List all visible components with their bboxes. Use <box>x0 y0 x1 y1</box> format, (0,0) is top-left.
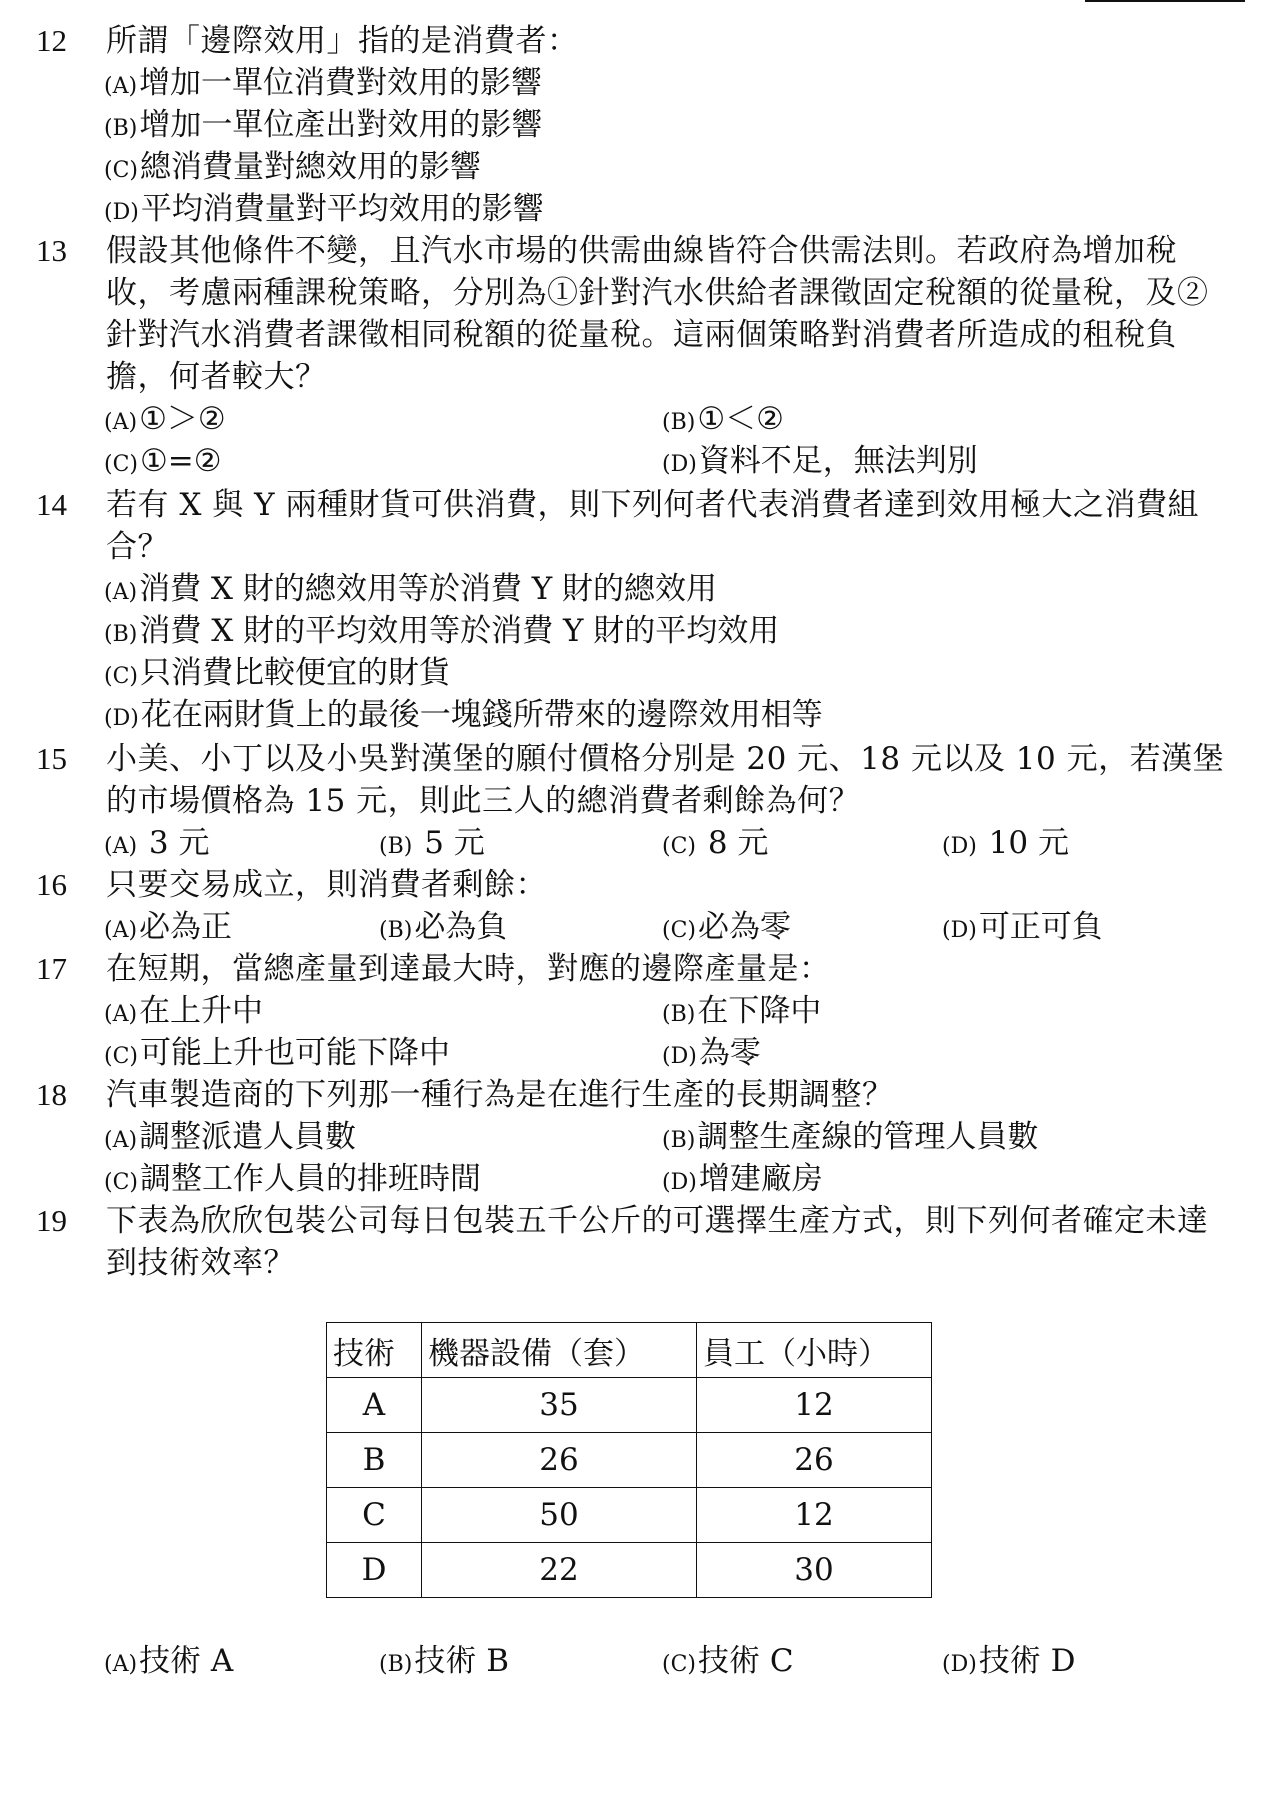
table-cell: B <box>327 1433 422 1488</box>
option-b <box>379 1640 509 1686</box>
table-header-cell: 員工（小時） <box>697 1323 932 1378</box>
option-c <box>104 1032 450 1078</box>
option-text: 5 元 <box>414 825 485 861</box>
option-text: 在下降中 <box>697 993 822 1029</box>
table-row <box>327 1543 932 1598</box>
table-cell: 12 <box>697 1378 932 1433</box>
option-c <box>104 652 450 698</box>
option-text: 3 元 <box>139 825 210 861</box>
table-cell: C <box>327 1488 422 1543</box>
question-number: 16 <box>36 867 67 902</box>
option-d <box>662 1158 823 1204</box>
table-cell: 50 <box>422 1488 697 1543</box>
option-text: 技術 B <box>414 1643 509 1679</box>
option-text: 只消費比較便宜的財貨 <box>140 655 450 691</box>
option-label: (D) <box>942 834 977 859</box>
option-label: (C) <box>662 834 696 859</box>
option-label: (D) <box>104 706 139 731</box>
question-text: 假設其他條件不變，且汽水市場的供需曲線皆符合供需法則。若政府為增加稅收，考慮兩種課稅策略，分別為①針對汽水供給者課徵固定稅額的從量稅，及②針對汽水消費者課徵相同稅額的從量稅。這兩個策略對消費者所造成的租稅負擔，何者較大？ <box>106 233 1209 395</box>
option-b <box>662 398 784 444</box>
question-text: 下表為欣欣包裝公司每日包裝五千公斤的可選擇生產方式，則下列何者確定未達到技術效率？ <box>106 1203 1209 1281</box>
option-label: (A) <box>104 74 138 99</box>
header-rule <box>1085 0 1245 2</box>
option-text: 資料不足，無法判別 <box>698 443 978 479</box>
option-text: ①＞② <box>139 401 226 437</box>
option-label: (C) <box>104 158 138 183</box>
question-text: 在短期，當總產量到達最大時，對應的邊際產量是： <box>106 951 831 987</box>
option-d <box>662 440 978 486</box>
option-label: (C) <box>662 918 696 943</box>
option-text: 必為正 <box>139 909 233 945</box>
option-text: 消費 X 財的平均效用等於消費 Y 財的平均效用 <box>139 613 780 649</box>
option-label: (A) <box>104 918 138 943</box>
option-d <box>942 1640 1076 1686</box>
option-c <box>662 1640 794 1686</box>
option-label: (B) <box>104 116 138 141</box>
option-b <box>104 610 779 656</box>
option-c <box>662 822 768 868</box>
option-text: 花在兩財貨上的最後一塊錢所帶來的邊際效用相等 <box>140 697 823 733</box>
question-text: 小美、小丁以及小吳對漢堡的願付價格分別是 20 元、18 元以及 10 元，若漢堡的市場價格為 15 元，則此三人的總消費者剩餘為何？ <box>106 741 1225 819</box>
option-b <box>379 906 507 952</box>
option-d <box>942 906 1103 952</box>
table-header-cell: 機器設備（套） <box>422 1323 697 1378</box>
option-d <box>942 822 1069 868</box>
option-text: 調整派遣人員數 <box>139 1119 357 1155</box>
option-d <box>104 188 544 234</box>
option-label: (D) <box>662 452 697 477</box>
option-b <box>104 104 542 150</box>
option-label: (A) <box>104 1652 138 1677</box>
option-text: 調整工作人員的排班時間 <box>140 1161 481 1197</box>
option-label: (B) <box>379 1652 413 1677</box>
option-text: 8 元 <box>698 825 769 861</box>
option-a <box>104 990 263 1036</box>
option-label: (D) <box>942 918 977 943</box>
option-a <box>104 822 210 868</box>
table-cell: 12 <box>697 1488 932 1543</box>
option-d <box>104 694 823 740</box>
option-label: (C) <box>104 1170 138 1195</box>
table-row <box>327 1488 932 1543</box>
option-a <box>104 1116 356 1162</box>
table-cell: 30 <box>697 1543 932 1598</box>
option-d <box>662 1032 761 1078</box>
table-cell: D <box>327 1543 422 1598</box>
question-number: 17 <box>36 951 67 986</box>
option-text: 技術 A <box>139 1643 234 1679</box>
option-label: (A) <box>104 1002 138 1027</box>
option-text: 增加一單位產出對效用的影響 <box>139 107 543 143</box>
option-label: (B) <box>662 1002 696 1027</box>
option-label: (A) <box>104 410 138 435</box>
option-label: (D) <box>104 200 139 225</box>
option-c <box>104 146 481 192</box>
question-number: 18 <box>36 1077 67 1112</box>
table-row <box>327 1433 932 1488</box>
table-cell: A <box>327 1378 422 1433</box>
option-label: (A) <box>104 1128 138 1153</box>
question-text: 所謂「邊際效用」指的是消費者： <box>106 23 579 59</box>
option-label: (B) <box>104 622 138 647</box>
option-label: (B) <box>379 918 413 943</box>
option-text: 10 元 <box>978 825 1069 861</box>
question-number: 13 <box>36 233 67 268</box>
option-text: 可正可負 <box>978 909 1103 945</box>
option-label: (D) <box>662 1170 697 1195</box>
option-c <box>104 1158 481 1204</box>
option-label: (C) <box>104 664 138 689</box>
option-text: 總消費量對總效用的影響 <box>140 149 481 185</box>
option-text: 增建廠房 <box>698 1161 823 1197</box>
question-text: 若有 X 與 Y 兩種財貨可供消費，則下列何者代表消費者達到效用極大之消費組合？ <box>106 487 1199 565</box>
table-header-row <box>327 1323 932 1378</box>
option-a <box>104 568 717 614</box>
option-text: 技術 D <box>978 1643 1076 1679</box>
question-number: 15 <box>36 741 67 776</box>
option-c <box>104 440 222 486</box>
option-label: (C) <box>104 452 138 477</box>
option-b <box>662 990 821 1036</box>
question-number: 12 <box>36 23 67 58</box>
question-text: 汽車製造商的下列那一種行為是在進行生產的長期調整？ <box>106 1077 894 1113</box>
question-text: 只要交易成立，則消費者剩餘： <box>106 867 547 903</box>
option-text: 調整生產線的管理人員數 <box>697 1119 1039 1155</box>
option-text: 為零 <box>698 1035 761 1071</box>
option-text: 必為負 <box>414 909 508 945</box>
option-label: (A) <box>104 580 138 605</box>
option-label: (B) <box>662 1128 696 1153</box>
option-text: 消費 X 財的總效用等於消費 Y 財的總效用 <box>139 571 718 607</box>
option-a <box>104 398 226 444</box>
option-text: 增加一單位消費對效用的影響 <box>139 65 543 101</box>
option-c <box>662 906 791 952</box>
table-cell: 35 <box>422 1378 697 1433</box>
production-table <box>326 1322 932 1598</box>
option-label: (C) <box>104 1044 138 1069</box>
question-number: 14 <box>36 487 67 522</box>
option-label: (C) <box>662 1652 696 1677</box>
option-text: 可能上升也可能下降中 <box>140 1035 450 1071</box>
table-header-cell: 技術 <box>327 1323 422 1378</box>
option-label: (B) <box>662 410 696 435</box>
option-label: (B) <box>379 834 413 859</box>
option-label: (D) <box>662 1044 697 1069</box>
option-a <box>104 1640 233 1686</box>
option-label: (A) <box>104 834 138 859</box>
option-text: 在上升中 <box>139 993 264 1029</box>
table-cell: 26 <box>697 1433 932 1488</box>
table-cell: 26 <box>422 1433 697 1488</box>
option-text: ①＜② <box>697 401 784 437</box>
option-label: (D) <box>942 1652 977 1677</box>
option-text: 平均消費量對平均效用的影響 <box>140 191 544 227</box>
table-cell: 22 <box>422 1543 697 1598</box>
option-a <box>104 906 232 952</box>
option-text: 技術 C <box>698 1643 794 1679</box>
option-text: 必為零 <box>698 909 791 945</box>
table-row <box>327 1378 932 1433</box>
option-b <box>379 822 485 868</box>
option-b <box>662 1116 1038 1162</box>
option-a <box>104 62 542 108</box>
question-number: 19 <box>36 1203 67 1238</box>
option-text: ①=② <box>140 443 222 479</box>
